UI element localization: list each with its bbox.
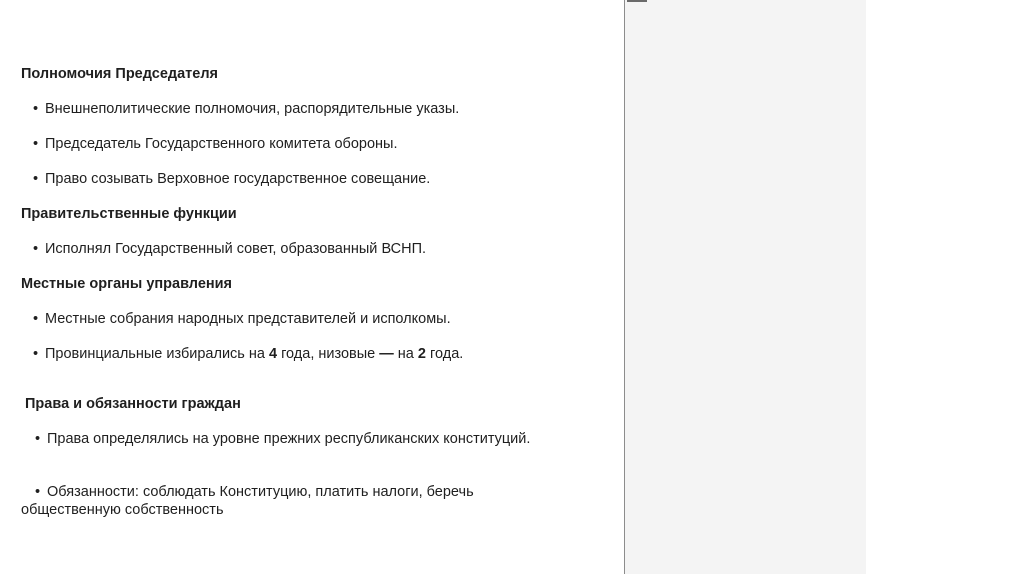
bullet-rights-defined (21, 430, 561, 448)
side-panel-tab-marker (627, 0, 647, 2)
bullet-state-council (33, 240, 426, 258)
bullet-dot: • (33, 101, 39, 117)
side-panel (624, 0, 866, 574)
term-text-after: года. (425, 346, 464, 362)
bullet-duties (21, 483, 561, 519)
bullet-defense-committee (33, 135, 397, 153)
bullet-text: Председатель Государственного комитета обороны. (45, 136, 398, 152)
bullet-supreme-meeting (33, 170, 430, 188)
section-heading-local-government: Местные органы управления (21, 276, 233, 292)
bullet-text: Право созывать Верховное государственное совещание. (45, 171, 431, 187)
section-heading-government-functions: Правительственные функции (21, 206, 237, 222)
bullet-dot: • (35, 431, 41, 447)
bullet-dot: • (33, 346, 39, 362)
term-text-before: Провинциальные избирались на (45, 346, 269, 362)
term-dash: — (379, 346, 394, 362)
term-lower-years: 2 (417, 346, 426, 362)
bullet-text: Обязанности: соблюдать Конституцию, платить налоги, беречь общественную собственность (21, 484, 474, 518)
bullet-foreign-policy (33, 100, 459, 118)
section-heading-chairman-powers: Полномочия Председателя (21, 66, 218, 82)
bullet-local-assemblies (33, 310, 451, 328)
bullet-dot: • (35, 484, 41, 500)
bullet-text: Исполнял Государственный совет, образованный ВСНП. (45, 241, 427, 257)
section-heading-citizen-rights: Права и обязанности граждан (25, 396, 241, 412)
term-text-middle: года, низовые (277, 346, 380, 362)
bullet-text: Внешнеполитические полномочия, распорядительные указы. (45, 101, 460, 117)
bullet-dot: • (33, 171, 39, 187)
bullet-dot: • (33, 136, 39, 152)
bullet-text: Права определялись на уровне прежних республиканских конституций. (47, 431, 531, 447)
term-text-middle2: на (393, 346, 418, 362)
term-provincial-years: 4 (268, 346, 278, 362)
bullet-dot: • (33, 241, 39, 257)
bullet-election-terms (33, 345, 463, 363)
bullet-text: Местные собрания народных представителей и исполкомы. (45, 311, 451, 327)
bullet-dot: • (33, 311, 39, 327)
